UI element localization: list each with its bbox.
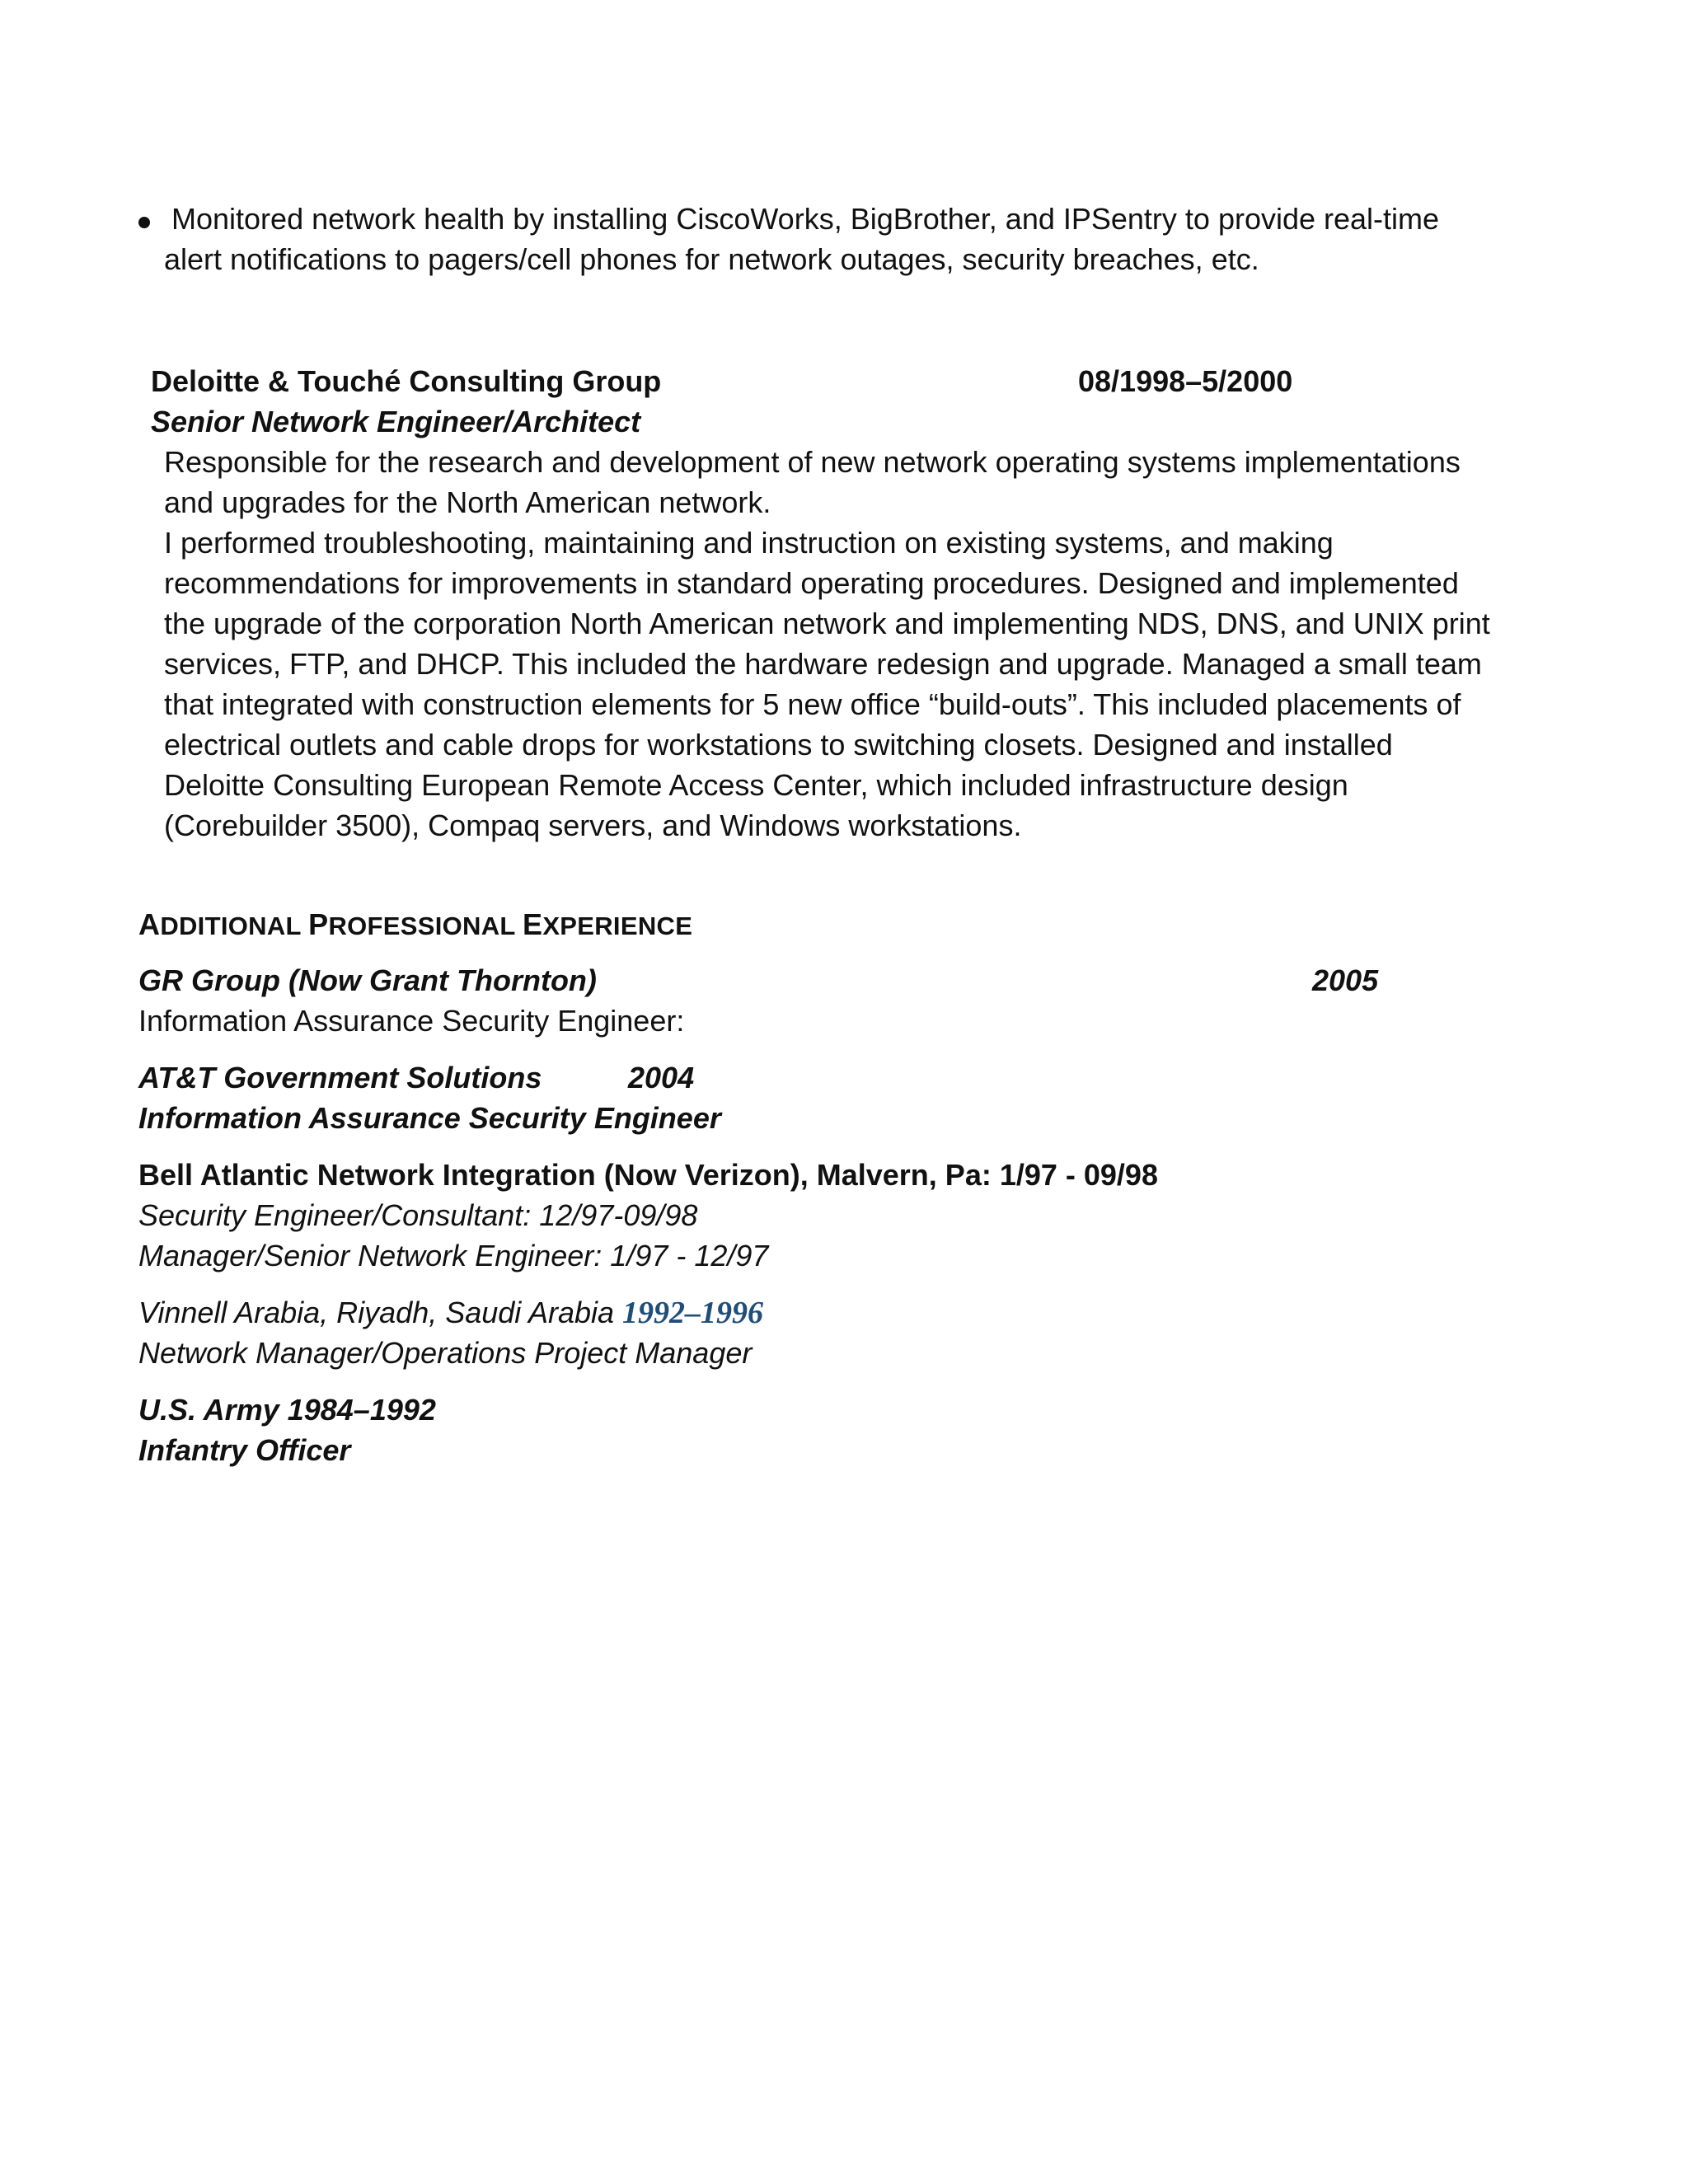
att-year: 2004 — [628, 1061, 695, 1094]
description-line: that integrated with construction elements for 5 new office “build-outs”. This included placements of — [164, 687, 1461, 721]
description-line: Responsible for the research and development of new network operating systems implementations — [164, 445, 1461, 479]
army-company: U.S. Army 1984–1992 — [138, 1393, 436, 1427]
description-line: (Corebuilder 3500), Compaq servers, and Windows workstations. — [164, 808, 1022, 842]
bullet-text-line: alert notifications to pagers/cell phones for network outages, security breaches, etc. — [164, 242, 1259, 276]
deloitte-dates: 08/1998–5/2000 — [1078, 364, 1293, 398]
gr-year: 2005 — [1312, 963, 1379, 997]
description-line: Deloitte Consulting European Remote Access Center, which included infrastructure design — [164, 768, 1348, 802]
deloitte-description — [164, 442, 1557, 846]
att-title: Information Assurance Security Engineer — [138, 1101, 721, 1135]
army-title: Infantry Officer — [138, 1433, 351, 1467]
vinnell-years: 1992–1996 — [622, 1296, 764, 1330]
gr-title: Information Assurance Security Engineer: — [138, 1004, 685, 1038]
deloitte-company: Deloitte & Touché Consulting Group — [151, 364, 662, 398]
vinnell-company: Vinnell Arabia, Riyadh, Saudi Arabia — [138, 1296, 623, 1329]
deloitte-title: Senior Network Engineer/Architect — [151, 405, 641, 438]
description-line: the upgrade of the corporation North American network and implementing NDS, DNS, and UNIX print — [164, 607, 1490, 640]
vinnell-company-line — [138, 1292, 763, 1333]
gr-company: GR Group (Now Grant Thornton) — [138, 963, 597, 997]
att-company: AT&T Government Solutions — [138, 1061, 542, 1094]
section-heading-additional-experience: ADDITIONAL PROFESSIONAL EXPERIENCE — [138, 907, 693, 941]
bell-role: Manager/Senior Network Engineer: 1/97 - 12/97 — [138, 1239, 769, 1272]
description-line: I performed troubleshooting, maintaining and instruction on existing systems, and making — [164, 526, 1334, 560]
description-line: recommendations for improvements in standard operating procedures. Designed and implemented — [164, 566, 1459, 600]
description-line: services, FTP, and DHCP. This included the hardware redesign and upgrade. Managed a small team — [164, 647, 1482, 681]
bell-company: Bell Atlantic Network Integration (Now Verizon), Malvern, Pa: 1/97 - 09/98 — [138, 1158, 1158, 1192]
description-line: and upgrades for the North American network. — [164, 485, 771, 519]
vinnell-title: Network Manager/Operations Project Manager — [138, 1336, 753, 1370]
bell-role: Security Engineer/Consultant: 12/97-09/98 — [138, 1198, 698, 1232]
description-line: electrical outlets and cable drops for workstations to switching closets. Designed and installed — [164, 728, 1393, 762]
bullet-dot-icon — [138, 217, 150, 228]
bullet-text-line: Monitored network health by installing CiscoWorks, BigBrother, and IPSentry to provide real-time — [171, 202, 1440, 236]
